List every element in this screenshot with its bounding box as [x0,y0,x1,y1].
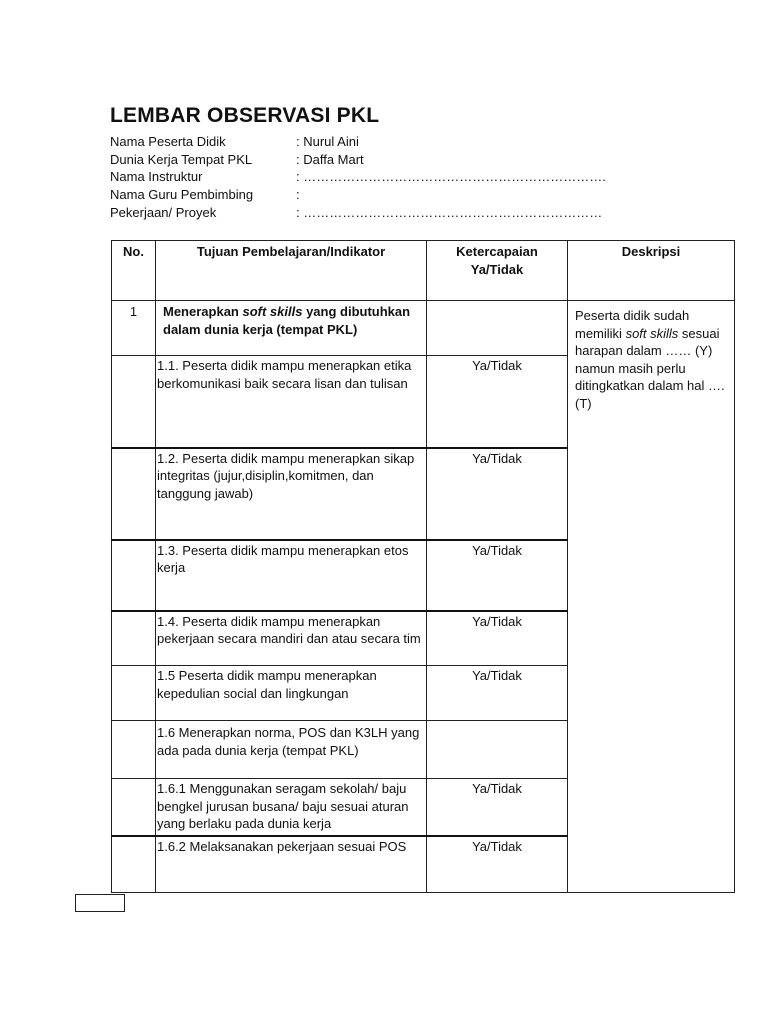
goal-text-after: yang dibutuhkan dalam dunia kerja (tempat PKL) [163,304,411,337]
goal-achievement-cell [427,301,568,356]
info-value: : Nurul Aini [296,134,359,149]
row-number-cell [112,836,156,893]
indicator-cell: 1.6.1 Menggunakan seragam sekolah/ baju bengkel jurusan busana/ baju sesuai aturan yang berlaku pada dunia kerja [156,779,427,836]
table-header-row [112,241,735,301]
goal-text-before: Menerapkan [163,304,243,319]
info-label: Nama Guru Pembimbing [110,187,254,203]
achievement-cell: Ya/Tidak [427,540,568,611]
observation-table [111,240,735,893]
header-achievement [427,241,568,301]
page-title: LEMBAR OBSERVASI PKL [110,104,380,127]
indicator-cell: 1.3. Peserta didik mampu menerapkan etos kerja [156,540,427,611]
achievement-cell: Ya/Tidak [427,779,568,836]
header-achievement-line1: Ketercapaian [456,244,538,259]
row-number-cell [112,611,156,666]
description-cell [568,301,735,893]
empty-box [75,894,125,912]
indicator-cell: 1.6 Menerapkan norma, POS dan K3LH yang ada pada dunia kerja (tempat PKL) [156,721,427,779]
header-achievement-line2: Ya/Tidak [470,261,524,277]
achievement-cell: Ya/Tidak [427,611,568,666]
info-value: : ……………………………………………………………. [296,169,606,185]
description-text-before: Peserta didik sudah memiliki [575,308,690,341]
info-label: Pekerjaan/ Proyek [110,204,217,220]
indicator-cell: 1.1. Peserta didik mampu menerapkan etika berkomunikasi baik secara lisan dan tulisan [156,356,427,448]
row-number-cell [112,779,156,836]
achievement-cell: Ya/Tidak [427,356,568,448]
row-number-cell [112,356,156,448]
indicator-cell: 1.2. Peserta didik mampu menerapkan sikap integritas (jujur,disiplin,komitmen, dan tanggung jawab) [156,448,427,540]
info-label: Dunia Kerja Tempat PKL [110,151,253,167]
goal-row [112,301,735,356]
description-text-italic: soft skills [625,325,679,341]
achievement-cell: Ya/Tidak [427,448,568,540]
header-indicator: Tujuan Pembelajaran/Indikator [156,241,427,301]
goal-text-italic: soft skills [242,304,303,319]
row-number-cell [112,540,156,611]
info-label: Nama Peserta Didik [110,134,226,149]
description-text-after: sesuai harapan dalam …… (Y) namun masih perlu ditingkatkan dalam hal …. (T) [575,325,725,411]
achievement-cell: Ya/Tidak [427,666,568,721]
achievement-cell: Ya/Tidak [427,836,568,893]
indicator-cell: 1.4. Peserta didik mampu menerapkan pekerjaan secara mandiri dan atau secara tim [156,611,427,666]
goal-number: 1 [112,301,156,356]
info-label: Nama Instruktur [110,169,203,185]
indicator-cell: 1.6.2 Melaksanakan pekerjaan sesuai POS [156,836,427,893]
goal-text [156,301,427,356]
indicator-cell: 1.5 Peserta didik mampu menerapkan kepedulian social dan lingkungan [156,666,427,721]
achievement-cell [427,721,568,779]
info-value: : [296,187,300,203]
info-value: : Daffa Mart [296,151,364,167]
header-description: Deskripsi [568,241,735,301]
header-no: No. [112,241,156,301]
row-number-cell [112,448,156,540]
row-number-cell [112,721,156,779]
row-number-cell [112,666,156,721]
info-value: : …………………………………………………………… [296,204,603,220]
